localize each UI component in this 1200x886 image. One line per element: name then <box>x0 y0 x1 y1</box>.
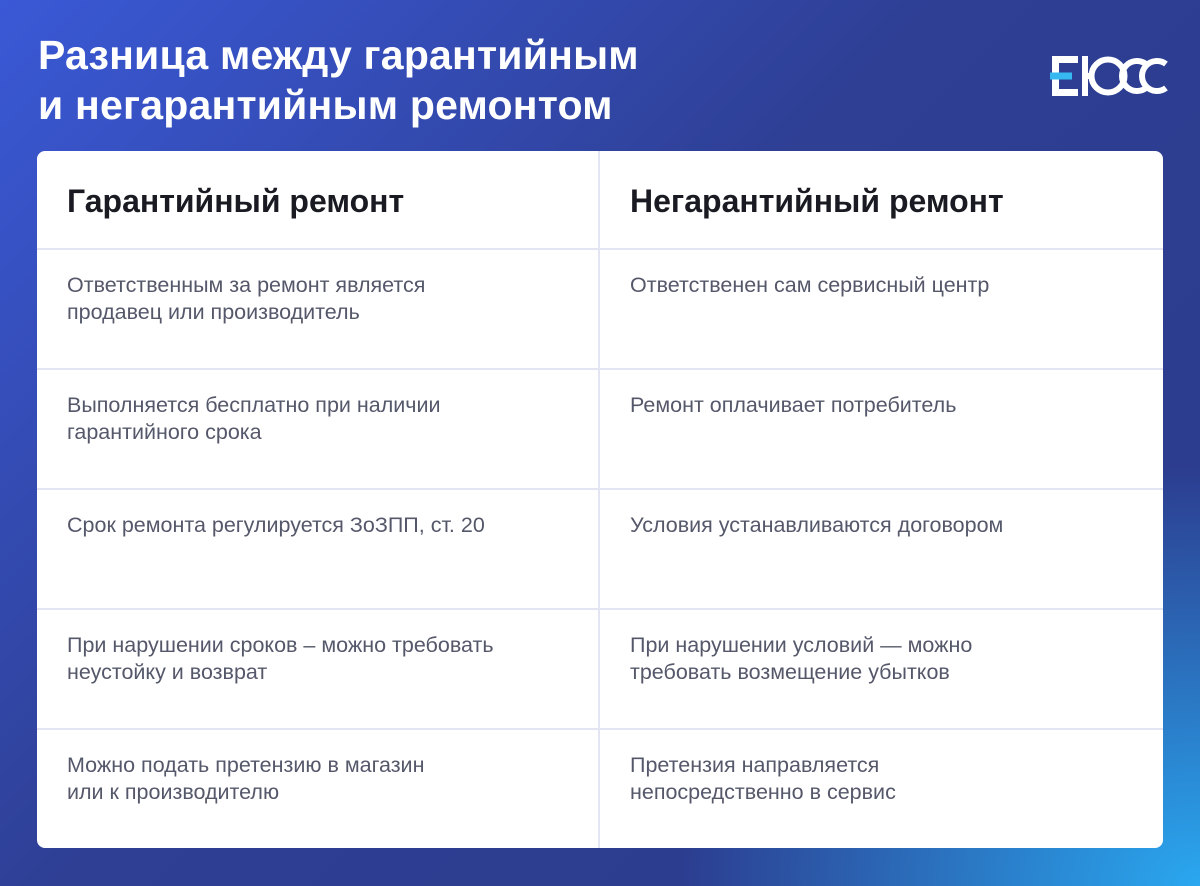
table-cell: Ремонт оплачивает потребитель <box>630 393 957 417</box>
table-cell: Условия устанавливаются договором <box>630 513 1004 537</box>
title-line-1: Разница между гарантийным <box>38 32 639 78</box>
table-cell: Ответственен сам сервисный центр <box>630 273 990 297</box>
table-row <box>37 730 1163 848</box>
table-row <box>37 370 1163 490</box>
table-cell: Можно подать претензию в магазин или к производителю <box>37 730 600 848</box>
table-cell: При нарушении условий — можно требовать возмещение убытков <box>630 633 973 684</box>
ejuss-logo <box>1050 52 1168 102</box>
table-cell: При нарушении сроков – можно требовать неустойку и возврат <box>37 610 600 728</box>
table-row <box>37 490 1163 610</box>
comparison-table <box>37 151 1163 848</box>
table-header-row <box>37 151 1163 250</box>
table-cell: Претензия направляется непосредственно в сервис <box>630 753 896 804</box>
column-header-warranty: Гарантийный ремонт <box>37 151 600 248</box>
table-cell: Выполняется бесплатно при наличии гарантийного срока <box>37 370 600 488</box>
table-row <box>37 610 1163 730</box>
table-cell: Ответственным за ремонт является продавец или производитель <box>37 250 600 368</box>
title-line-2: и негарантийным ремонтом <box>38 82 613 128</box>
column-header-non-warranty: Негарантийный ремонт <box>630 183 1004 219</box>
table-cell: Срок ремонта регулируется ЗоЗПП, ст. 20 <box>37 490 600 608</box>
table-row <box>37 250 1163 370</box>
page-title <box>38 30 639 130</box>
